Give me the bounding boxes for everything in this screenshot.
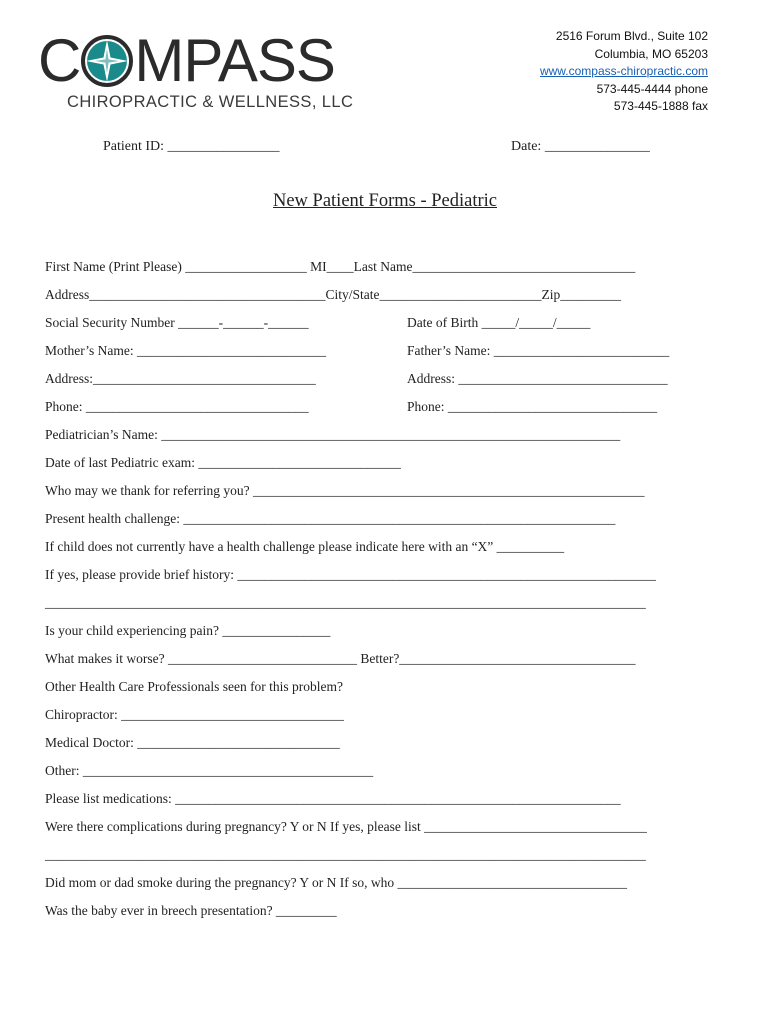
website-link[interactable]: www.compass-chiropractic.com <box>539 64 708 78</box>
fax-number: 573-445-1888 fax <box>613 99 708 113</box>
form-date-field[interactable]: Date: _______________ <box>511 139 650 154</box>
referral-field[interactable]: Who may we thank for referring you? __________________________________________________________ <box>45 483 645 498</box>
chiropractor-field[interactable]: Chiropractor: _________________________________ <box>45 707 344 722</box>
mother-address-field[interactable]: Address:_________________________________ <box>45 371 316 386</box>
complications-field[interactable]: Were there complications during pregnancy? Y or N If yes, please list _________________________________ <box>45 819 647 834</box>
complications-continuation-line[interactable]: _________________________________________________________________________________________ <box>45 847 646 862</box>
history-continuation-line[interactable]: _________________________________________________________________________________________ <box>45 595 646 610</box>
no-challenge-field[interactable]: If child does not currently have a health challenge please indicate here with an “X” __________ <box>45 539 565 554</box>
logo-wordmark <box>38 27 335 94</box>
breech-field[interactable]: Was the baby ever in breech presentation? _________ <box>45 903 337 918</box>
mother-name-field[interactable]: Mother’s Name: ____________________________ <box>45 343 326 358</box>
compass-logo <box>38 27 358 115</box>
logo-letters-mpass: MPASS <box>134 27 335 94</box>
form-title: New Patient Forms - Pediatric <box>272 191 497 211</box>
history-field[interactable]: If yes, please provide brief history: ______________________________________________________________ <box>45 567 656 582</box>
patient-id-field[interactable]: Patient ID: ________________ <box>103 139 280 154</box>
clinic-contact-block <box>540 28 708 116</box>
other-professionals-heading: Other Health Care Professionals seen for this problem? <box>45 679 344 694</box>
pain-field[interactable]: Is your child experiencing pain? ________________ <box>45 623 331 638</box>
address-line-1: 2516 Forum Blvd., Suite 102 <box>555 29 708 43</box>
phone-number: 573-445-4444 phone <box>596 81 708 96</box>
logo-subtitle: CHIROPRACTIC & WELLNESS, LLC <box>67 93 354 111</box>
address-line-2: Columbia, MO 65203 <box>594 46 708 61</box>
smoke-field[interactable]: Did mom or dad smoke during the pregnancy? Y or N If so, who __________________________________ <box>45 875 628 890</box>
father-address-field[interactable]: Address: _______________________________ <box>407 371 668 386</box>
dob-field[interactable]: Date of Birth _____/_____/_____ <box>407 315 591 330</box>
worse-better-field[interactable]: What makes it worse? ____________________________ Better?___________________________________ <box>45 651 636 666</box>
mother-phone-field[interactable]: Phone: _________________________________ <box>45 399 309 414</box>
father-phone-field[interactable]: Phone: _______________________________ <box>407 399 658 414</box>
address-field[interactable]: Address___________________________________City/State________________________Zip_________ <box>45 287 621 302</box>
last-exam-field[interactable]: Date of last Pediatric exam: ______________________________ <box>45 455 401 470</box>
medical-doctor-field[interactable]: Medical Doctor: ______________________________ <box>45 735 340 750</box>
health-challenge-field[interactable]: Present health challenge: ________________________________________________________________ <box>45 511 616 526</box>
compass-star-icon <box>81 35 133 87</box>
logo-letter-c: C <box>38 27 81 94</box>
father-name-field[interactable]: Father’s Name: __________________________ <box>407 343 670 358</box>
name-field[interactable]: First Name (Print Please) __________________ MI____Last Name_________________________________ <box>45 259 636 274</box>
ssn-field[interactable]: Social Security Number ______-______-______ <box>45 315 309 330</box>
medications-field[interactable]: Please list medications: __________________________________________________________________ <box>45 791 621 806</box>
other-professional-field[interactable]: Other: ___________________________________________ <box>45 763 374 778</box>
pediatrician-field[interactable]: Pediatrician’s Name: ____________________________________________________________________ <box>45 427 621 442</box>
